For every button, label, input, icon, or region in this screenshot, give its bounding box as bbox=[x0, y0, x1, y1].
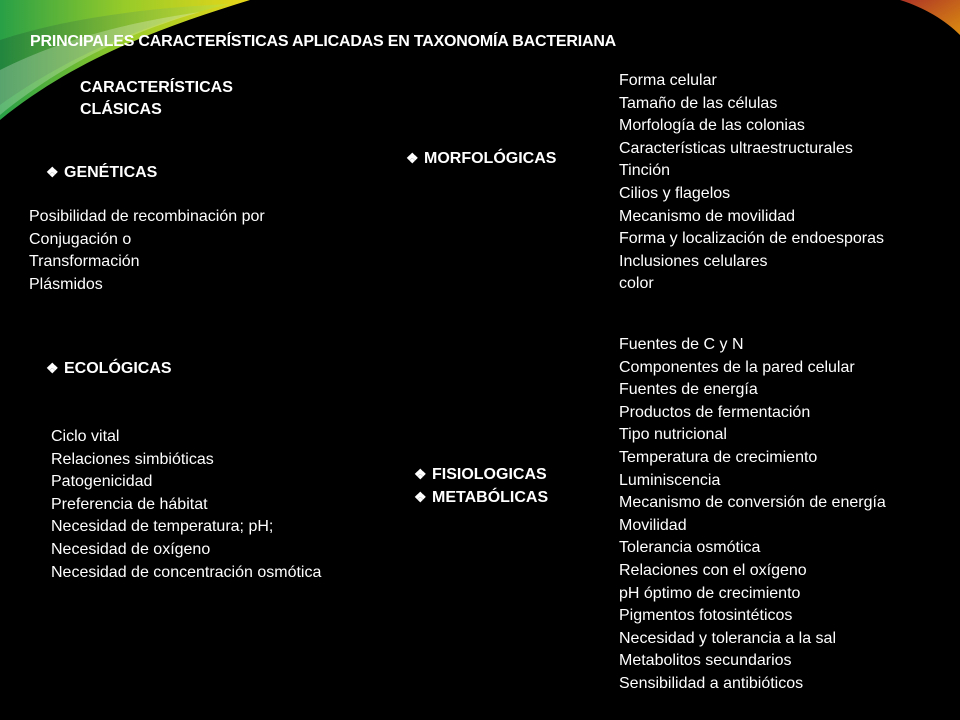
list-item: Necesidad de oxígeno bbox=[51, 540, 211, 558]
list-item: color bbox=[619, 275, 654, 293]
geneticas-list bbox=[29, 206, 265, 296]
ecologicas-label: ECOLÓGICAS bbox=[64, 360, 172, 377]
geneticas-heading bbox=[46, 161, 157, 184]
list-item: Morfología de las colonias bbox=[619, 117, 805, 135]
morfologicas-label: MORFOLÓGICAS bbox=[424, 150, 557, 167]
ecologicas-heading bbox=[46, 357, 172, 380]
list-item: Plásmidos bbox=[29, 275, 103, 293]
clasicas-line-1: CARACTERÍSTICAS bbox=[80, 79, 233, 96]
list-item: Necesidad y tolerancia a la sal bbox=[619, 629, 837, 647]
list-item: Características ultraestructurales bbox=[619, 139, 853, 157]
fisiologicas-heading bbox=[414, 463, 548, 509]
list-item: Transformación bbox=[29, 253, 140, 271]
list-item: Luminiscencia bbox=[619, 471, 721, 489]
list-item: Cilios y flagelos bbox=[619, 184, 731, 202]
list-item: Relaciones simbióticas bbox=[51, 450, 214, 468]
list-item: Inclusiones celulares bbox=[619, 252, 768, 270]
list-item: pH óptimo de crecimiento bbox=[619, 584, 801, 602]
list-item: Fuentes de C y N bbox=[619, 336, 744, 353]
diamond-bullet-icon: ❖ bbox=[406, 150, 419, 166]
list-item: Preferencia de hábitat bbox=[51, 495, 208, 513]
list-item: Mecanismo de movilidad bbox=[619, 207, 796, 225]
list-item: Necesidad de concentración osmótica bbox=[51, 563, 322, 581]
slide-title: PRINCIPALES CARACTERÍSTICAS APLICADAS EN TAXONOMÍA BACTERIANA bbox=[30, 33, 617, 50]
list-item: Ciclo vital bbox=[51, 428, 120, 445]
list-item: Conjugación o bbox=[29, 230, 132, 248]
decorative-corner bbox=[870, 0, 960, 40]
list-item: Patogenicidad bbox=[51, 473, 153, 491]
list-item: Pigmentos fotosintéticos bbox=[619, 607, 793, 625]
list-item: Sensibilidad a antibióticos bbox=[619, 674, 804, 692]
list-item: Componentes de la pared celular bbox=[619, 358, 855, 376]
list-item: Movilidad bbox=[619, 516, 687, 534]
morfologicas-list bbox=[619, 70, 884, 296]
list-item: Forma celular bbox=[619, 72, 717, 89]
list-item: Posibilidad de recombinación por bbox=[29, 208, 265, 225]
list-item: Relaciones con el oxígeno bbox=[619, 561, 807, 579]
list-item: Fuentes de energía bbox=[619, 381, 758, 399]
clasicas-line-2: CLÁSICAS bbox=[80, 101, 162, 118]
diamond-bullet-icon: ❖ bbox=[414, 466, 427, 482]
list-item: Necesidad de temperatura; pH; bbox=[51, 518, 274, 536]
geneticas-label: GENÉTICAS bbox=[64, 164, 158, 181]
list-item: Productos de fermentación bbox=[619, 403, 811, 421]
list-item: Tolerancia osmótica bbox=[619, 539, 761, 557]
ecologicas-list bbox=[51, 426, 321, 584]
list-item: Forma y localización de endoesporas bbox=[619, 230, 885, 248]
fisiologicas-label: FISIOLOGICAS bbox=[432, 466, 547, 483]
diamond-bullet-icon: ❖ bbox=[46, 360, 59, 376]
list-item: Tipo nutricional bbox=[619, 426, 727, 444]
fisiologicas-list bbox=[619, 334, 886, 696]
metabolicas-label: METABÓLICAS bbox=[432, 489, 549, 506]
list-item: Temperatura de crecimiento bbox=[619, 448, 818, 466]
morfologicas-heading bbox=[406, 147, 556, 170]
list-item: Mecanismo de conversión de energía bbox=[619, 494, 886, 512]
diamond-bullet-icon: ❖ bbox=[46, 164, 59, 180]
list-item: Metabolitos secundarios bbox=[619, 652, 792, 670]
clasicas-heading bbox=[80, 77, 280, 121]
diamond-bullet-icon: ❖ bbox=[414, 489, 427, 505]
list-item: Tinción bbox=[619, 162, 670, 180]
list-item: Tamaño de las células bbox=[619, 94, 778, 112]
